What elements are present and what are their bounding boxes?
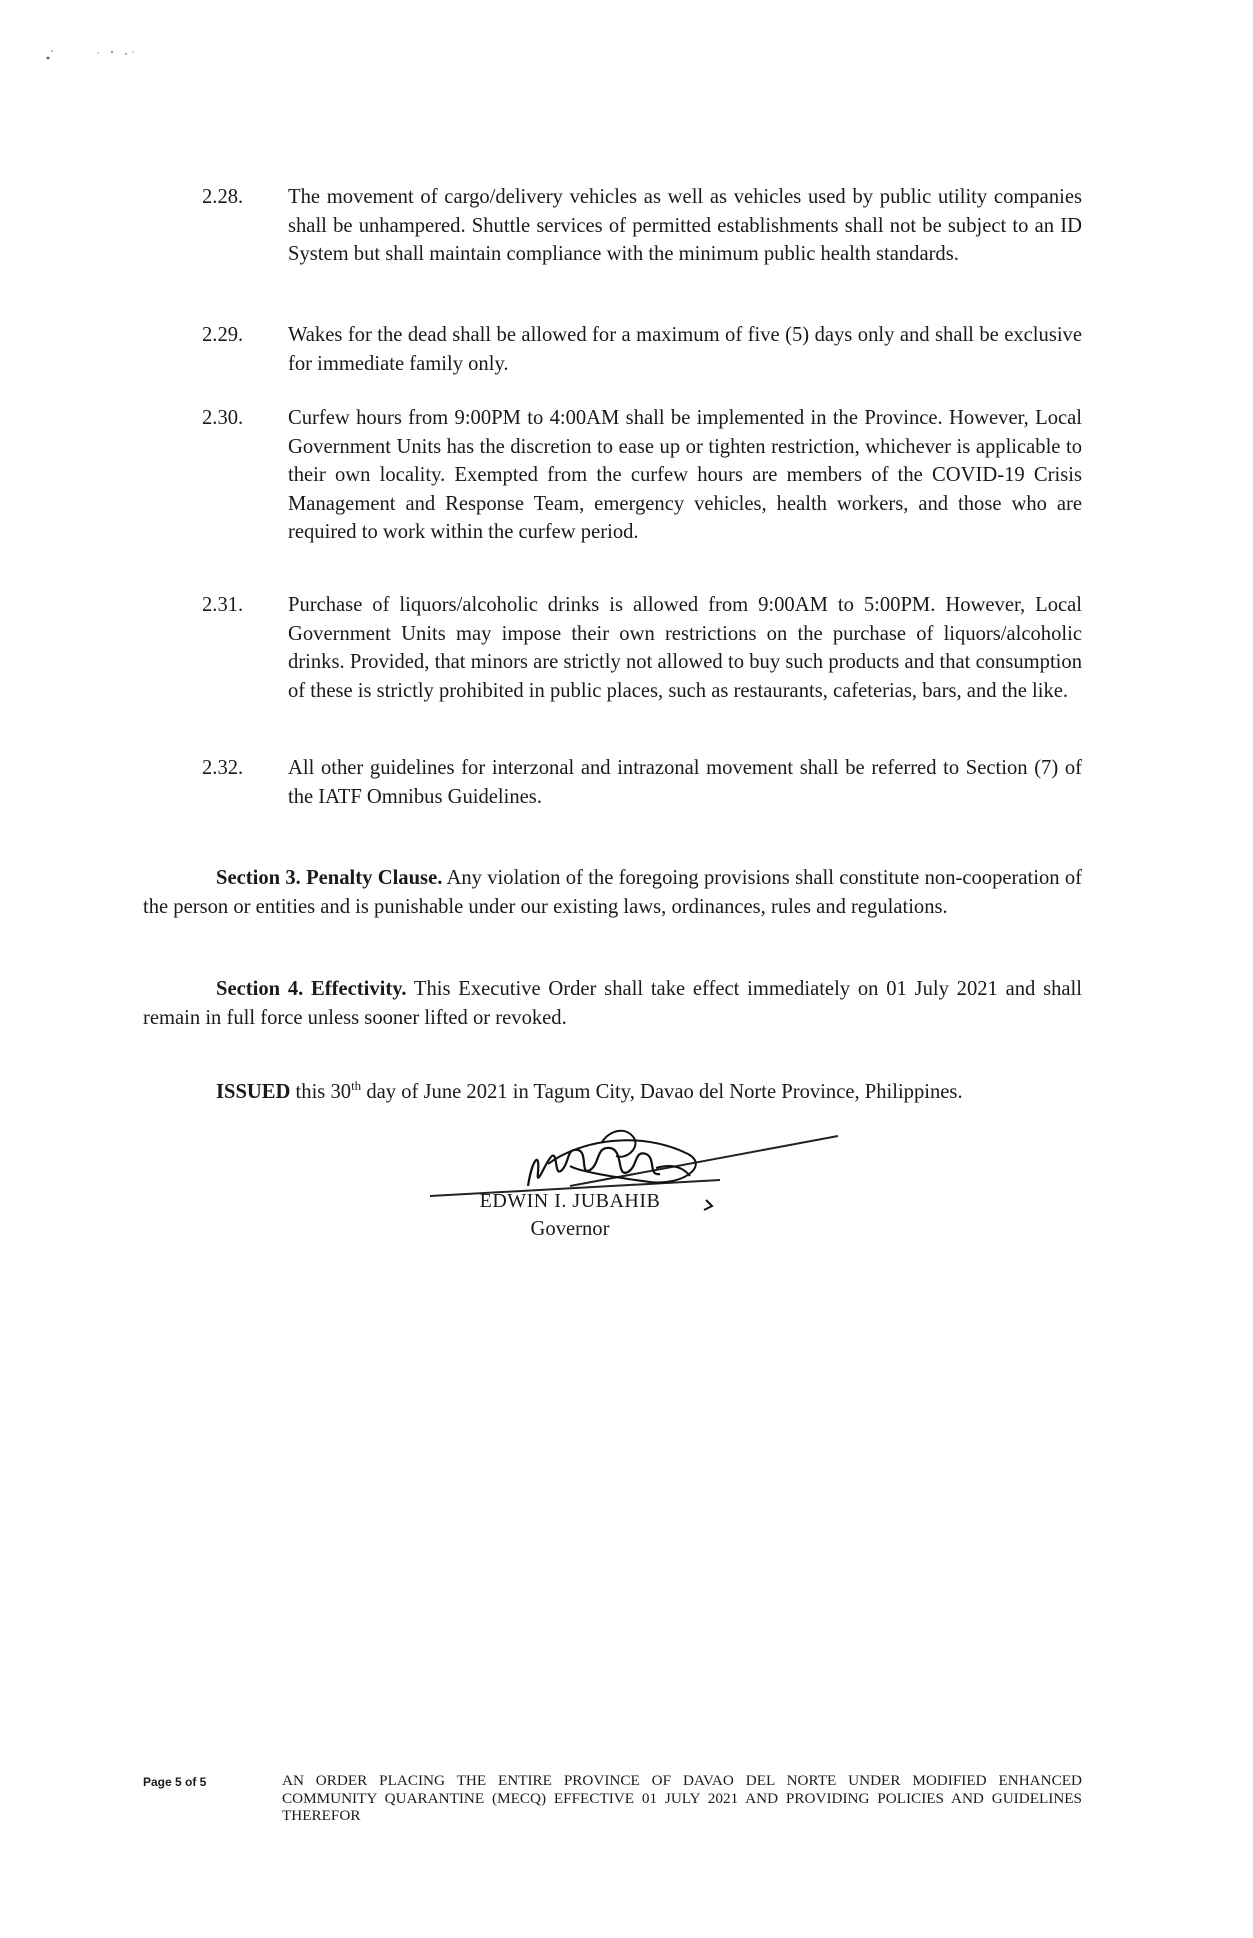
issued-pre: this 30	[290, 1081, 352, 1103]
clause-2-29	[202, 321, 1082, 378]
clause-2-28	[202, 183, 1082, 269]
issued-lead: ISSUED	[216, 1081, 291, 1103]
issued-ordinal-suffix: th	[351, 1078, 362, 1093]
clause-text: The movement of cargo/delivery vehicles as well as vehicles used by public utility companies shall be unhampered. Shuttle services of permitted establishments shall not be subject to an ID System but shall maintain compliance with the minimum public health standards.	[288, 186, 1082, 265]
clause-number: 2.32.	[202, 757, 244, 779]
issued-post: day of June 2021 in Tagum City, Davao del Norte Province, Philippines.	[361, 1081, 963, 1103]
clause-2-30	[202, 404, 1082, 547]
clause-2-32	[202, 754, 1082, 811]
clause-text: Wakes for the dead shall be allowed for a maximum of five (5) days only and shall be exclusive for immediate family only.	[288, 324, 1082, 375]
signatory-title: Governor	[530, 1218, 610, 1240]
section-heading: Section 4. Effectivity.	[216, 978, 407, 1000]
footer-order-title: AN ORDER PLACING THE ENTIRE PROVINCE OF DAVAO DEL NORTE UNDER MODIFIED ENHANCED COMMUNITY QUARANTINE (MECQ) EFFECTIVE 01 JULY 2021 AND PROVIDING POLICIES AND GUIDELINES THEREFOR	[282, 1772, 1082, 1824]
clause-text: Purchase of liquors/alcoholic drinks is allowed from 9:00AM to 5:00PM. However, Local Government Units may impose their own restrictions on the purchase of liquors/alcoholic drinks. Provided, that minors are strictly not allowed to buy such products and that consumption of these is strictly prohibited in public places, such as restaurants, cafeterias, bars, and the like.	[288, 594, 1082, 702]
scan-specks	[40, 40, 160, 70]
section-3-penalty-clause	[143, 864, 1082, 921]
clause-2-31	[202, 591, 1082, 705]
clause-number: 2.28.	[202, 186, 244, 208]
clause-text: Curfew hours from 9:00PM to 4:00AM shall be implemented in the Province. However, Local Government Units has the discretion to ease up or tighten restriction, whichever is applicable to their own locality. Exempted from the curfew hours are members of the COVID-19 Crisis Management and Response Team, emergency vehicles, health workers, and those who are required to work within the curfew period.	[288, 407, 1082, 543]
section-heading: Section 3. Penalty Clause.	[216, 867, 443, 889]
clause-number: 2.30.	[202, 407, 244, 429]
section-text: Any violation of the foregoing provisions shall constitute non-cooperation of the person or entities and is punishable under our existing laws, ordinances, rules and regulations.	[143, 867, 1083, 918]
clause-number: 2.31.	[202, 594, 244, 616]
signature-block	[420, 1120, 840, 1260]
issued-statement	[216, 1078, 1086, 1107]
clause-number: 2.29.	[202, 324, 244, 346]
section-text: This Executive Order shall take effect immediately on 01 July 2021 and shall remain in full force unless sooner lifted or revoked.	[143, 978, 1082, 1029]
clause-text: All other guidelines for interzonal and intrazonal movement shall be referred to Section (7) of the IATF Omnibus Guidelines.	[288, 757, 1082, 808]
section-4-effectivity	[143, 975, 1082, 1032]
page-number: Page 5 of 5	[143, 1775, 207, 1789]
signatory-name: EDWIN I. JUBAHIB	[479, 1190, 661, 1212]
